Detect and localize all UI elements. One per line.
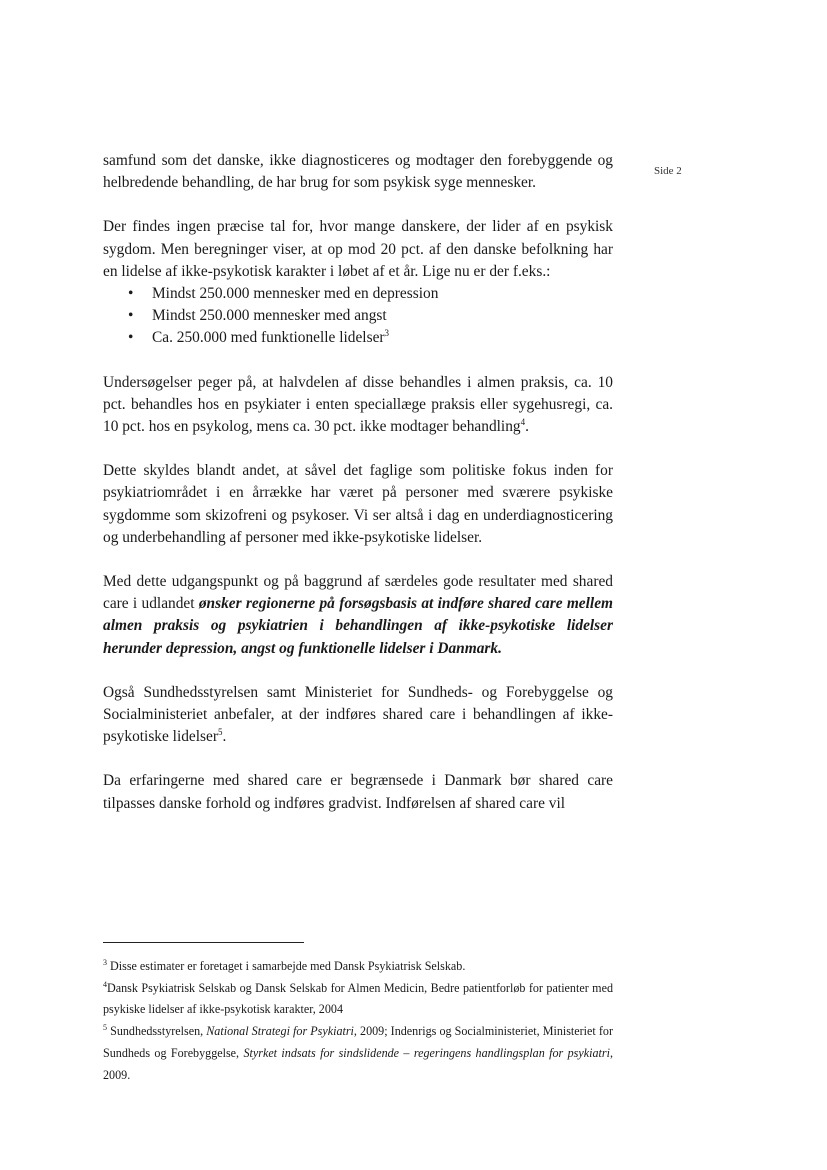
footnote-text: Disse estimater er foretaget i samarbejde med Dansk Psykiatrisk Selskab. (107, 959, 466, 973)
bullet-icon: • (128, 307, 134, 325)
paragraph-6 (103, 682, 613, 749)
paragraph-6-text: Også Sundhedsstyrelsen samt Ministeriet for Sundheds- og Forebyggelse og Socialministeriet anbefaler, at der indføres shared care i behandlingen af ikke-psykotiske lidelser (103, 683, 613, 746)
footnote-ref-5[interactable]: 5 (218, 727, 223, 738)
list-item-text: Ca. 250.000 med funktionelle lidelser (152, 329, 385, 347)
paragraph-7: Da erfaringerne med shared care er begrænsede i Danmark bør shared care tilpasses danske forhold og indføres gradvist. Indførelsen af shared care vil (103, 772, 613, 812)
paragraph-5 (103, 571, 613, 660)
footnote-4 (103, 978, 613, 1021)
paragraph-3 (103, 372, 613, 439)
footnote-ref-4[interactable]: 4 (520, 417, 526, 428)
paragraph-1: samfund som det danske, ikke diagnosticeres og modtager den forebyggende og helbredende behandling, de har brug for som psykisk syge mennesker. (103, 152, 613, 192)
footnote-text: , 2009; Indenrigs og Socialministeriet, Ministeriet for Sundheds og Forebyggelse, (103, 1024, 613, 1060)
footnote-number: 3 (103, 958, 107, 967)
paragraph-6-end: . (222, 728, 227, 746)
footnote-5 (103, 1021, 613, 1086)
paragraph-5-emphasis: ønsker regionerne på forsøgsbasis at indføre shared care mellem almen praksis og psykiatrien i behandlingen af ikke-psykotiske lidelser herunder depression, angst og funktionelle lidelser i Danmark. (103, 595, 613, 657)
footnote-number: 4 (103, 979, 107, 989)
body-text (103, 150, 613, 815)
footnote-3 (103, 956, 613, 978)
footnote-title: Styrket indsats for sindslidende – regeringens handlingsplan for psykiatri (243, 1045, 610, 1060)
page-number: Side 2 (654, 165, 682, 177)
footnote-number: 5 (103, 1023, 107, 1033)
paragraph-3-end: . (525, 418, 529, 436)
paragraph-5-text: Med dette udgangspunkt og på baggrund af særdeles gode resultater med shared care i udlandet (103, 573, 613, 613)
footnote-text: Dansk Psykiatrisk Selskab og Dansk Selskab for Almen Medicin, Bedre patientforløb for patienter med psykiske lidelser af ikke-psykotisk karakter, 2004 (103, 980, 613, 1017)
bullet-icon: • (128, 285, 134, 303)
list-item (128, 305, 613, 327)
footnotes (103, 956, 613, 1086)
list-item (128, 283, 613, 305)
list-item-text: Mindst 250.000 mennesker med en depression (152, 285, 439, 303)
paragraph-4: Dette skyldes blandt andet, at såvel det faglige som politiske fokus inden for psykiatriområdet i en årrække har været på personer med sværere psykiske sygdomme som skizofreni og psykoser. Vi ser altså i dag en underdiagnosticering og underbehandling af personer med ikke-psykotiske lidelser. (103, 462, 613, 546)
footnote-divider (103, 942, 304, 943)
list-item (128, 327, 613, 349)
footnote-text: , 2009. (103, 1045, 613, 1082)
paragraph-3-text: Undersøgelser peger på, at halvdelen af disse behandles i almen praksis, ca. 10 pct. behandles hos en psykiater i enten speciallæge praksis eller sygehusregi, ca. 10 pct. hos en psykolog, mens ca. 30 pct. ikke modtager behandling (103, 373, 613, 436)
footnote-text: Sundhedsstyrelsen, (107, 1024, 207, 1039)
footnote-ref-3[interactable]: 3 (384, 328, 390, 339)
list-item-text: Mindst 250.000 mennesker med angst (152, 307, 387, 325)
statistics-list (103, 283, 613, 350)
paragraph-2-intro: Der findes ingen præcise tal for, hvor mange danskere, der lider af en psykisk sygdom. Men beregninger viser, at op mod 20 pct. af den danske befolkning har en lidelse af ikke-psykotisk karakter i løbet af et år. Lige nu er der f.eks.: (103, 218, 613, 280)
footnote-title: National Strategi for Psykiatri (206, 1024, 354, 1039)
bullet-icon: • (128, 329, 134, 347)
